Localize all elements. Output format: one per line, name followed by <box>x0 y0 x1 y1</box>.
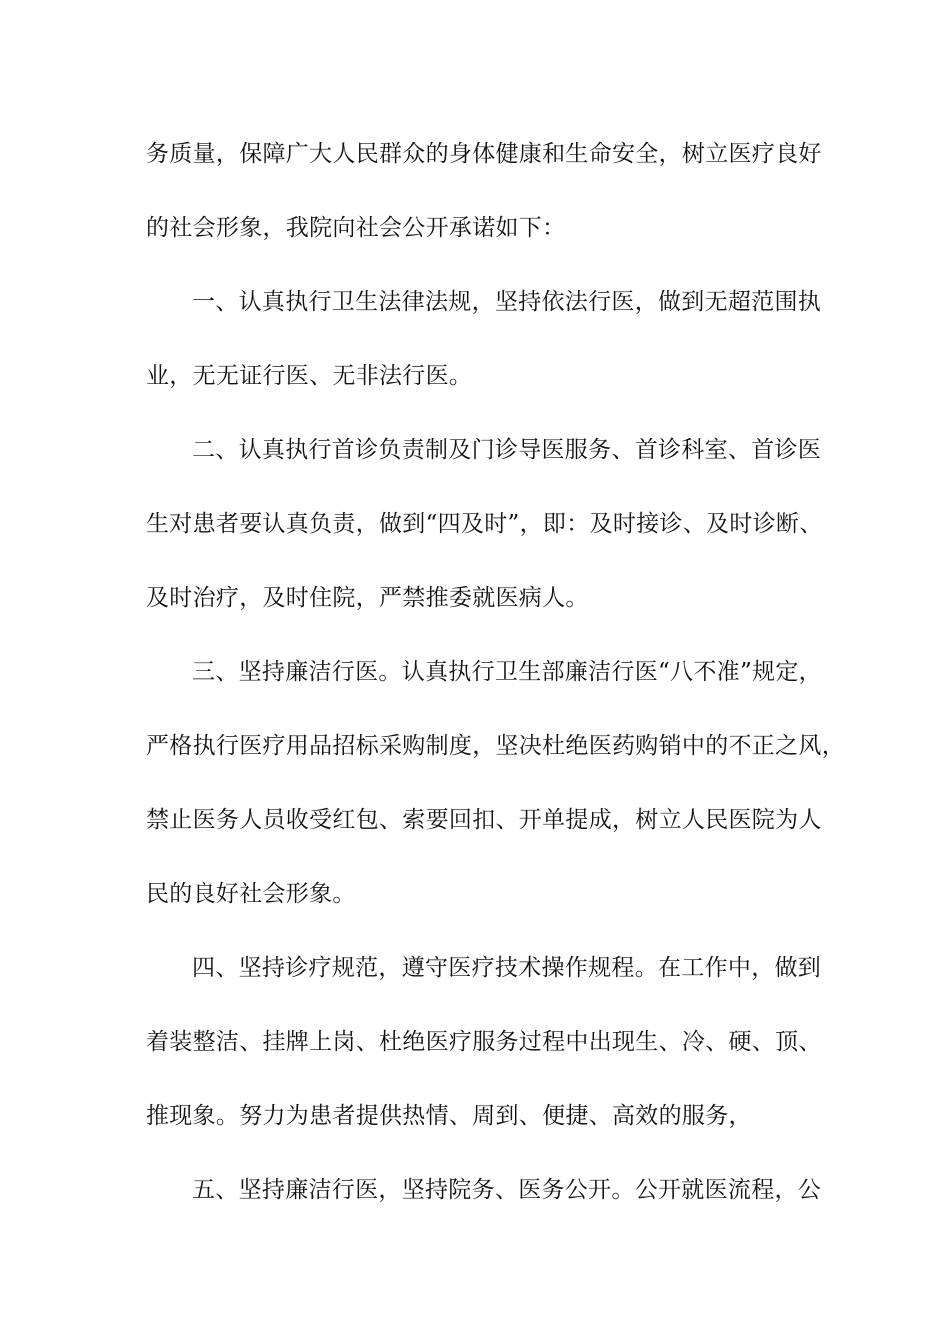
paragraph-start-1: 一、认真执行卫生法律法规，坚持依法行医，做到无超范围执 <box>192 289 822 315</box>
text-line: 生对患者要认真负责，做到“四及时”，即：及时接诊、及时诊断、 <box>146 511 823 537</box>
text-line: 及时治疗，及时住院，严禁推委就医病人。 <box>146 585 589 611</box>
paragraph-start-4: 四、坚持诊疗规范，遵守医疗技术操作规程。在工作中，做到 <box>192 955 822 981</box>
paragraph-start-3: 三、坚持廉洁行医。认真执行卫生部廉洁行医“八不准”规定， <box>192 659 822 685</box>
text-line: 推现象。努力为患者提供热情、周到、便捷、高效的服务， <box>146 1103 752 1129</box>
paragraph-start-2: 二、认真执行首诊负责制及门诊导医服务、首诊科室、首诊医 <box>192 437 822 463</box>
text-line: 业，无无证行医、无非法行医。 <box>146 363 473 389</box>
text-line: 禁止医务人员收受红包、索要回扣、开单提成，树立人民医院为人 <box>146 807 822 833</box>
paragraph-start-5: 五、坚持廉洁行医，坚持院务、医务公开。公开就医流程，公 <box>192 1177 822 1203</box>
text-line: 的社会形象，我院向社会公开承诺如下： <box>146 215 566 241</box>
text-line: 务质量，保障广大人民群众的身体健康和生命安全，树立医疗良好 <box>146 141 822 167</box>
text-line: 着装整洁、挂牌上岗、杜绝医疗服务过程中出现生、冷、硬、顶、 <box>146 1029 822 1055</box>
text-line: 民的良好社会形象。 <box>146 881 356 907</box>
text-line: 严格执行医疗用品招标采购制度，坚决杜绝医药购销中的不正之风， <box>146 733 845 759</box>
